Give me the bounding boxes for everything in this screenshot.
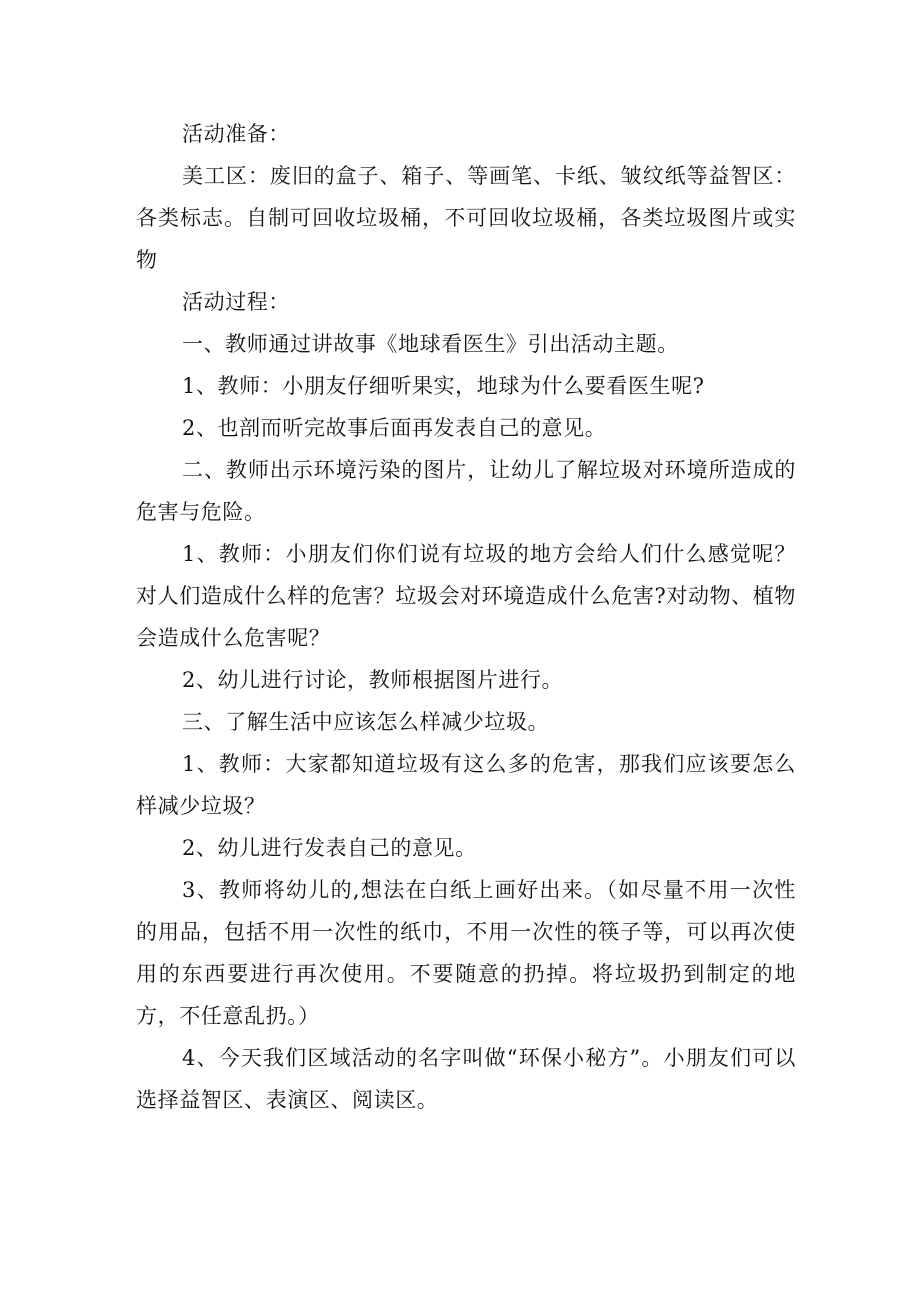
step-two-title: 二、教师出示环境污染的图片，让幼儿了解垃圾对环境所造成的危害与危险。 bbox=[136, 458, 796, 524]
step-three-title: 三、了解生活中应该怎么样减少垃圾。 bbox=[182, 710, 550, 734]
step-one-item-1: 1、教师：小朋友仔细听果实，地球为什么要看医生呢? bbox=[182, 374, 705, 398]
paragraph-preparation-materials: 美工区：废旧的盒子、箱子、等画笔、卡纸、皱纹纸等益智区：各类标志。自制可回收垃圾桶，不可回收垃圾桶，各类垃圾图片或实物 bbox=[136, 164, 796, 272]
step-three-item-2: 2、幼儿进行发表自己的意见。 bbox=[182, 836, 477, 860]
document-body bbox=[136, 113, 796, 1121]
step-two-item-1: 1、教师：小朋友们你们说有垃圾的地方会给人们什么感觉呢？对人们造成什么样的危害？垃圾会对环境造成什么危害?对动物、植物会造成什么危害呢？ bbox=[136, 542, 796, 650]
step-one-item-2: 2、也剖而听完故事后面再发表自己的意见。 bbox=[182, 416, 607, 440]
step-three-item-3: 3、教师将幼儿的,想法在白纸上画好出来。（如尽量不用一次性的用品，包括不用一次性的纸巾，不用一次性的筷子等，可以再次使用的东西要进行再次使用。不要随意的扔掉。将垃圾扔到制定的地方，不任意乱扔。） bbox=[136, 878, 796, 1028]
step-three-item-4: 4、今天我们区域活动的名字叫做“环保小秘方”。小朋友们可以选择益智区、表演区、阅读区。 bbox=[136, 1046, 796, 1112]
step-two-item-2: 2、幼儿进行讨论，教师根据图片进行。 bbox=[182, 668, 564, 692]
step-one-title: 一、教师通过讲故事《地球看医生》引出活动主题。 bbox=[182, 332, 679, 356]
step-three-item-1: 1、教师：大家都知道垃圾有这么多的危害，那我们应该要怎么样减少垃圾？ bbox=[136, 752, 796, 818]
heading-activity-preparation: 活动准备： bbox=[182, 122, 290, 146]
heading-activity-process: 活动过程： bbox=[182, 290, 290, 314]
